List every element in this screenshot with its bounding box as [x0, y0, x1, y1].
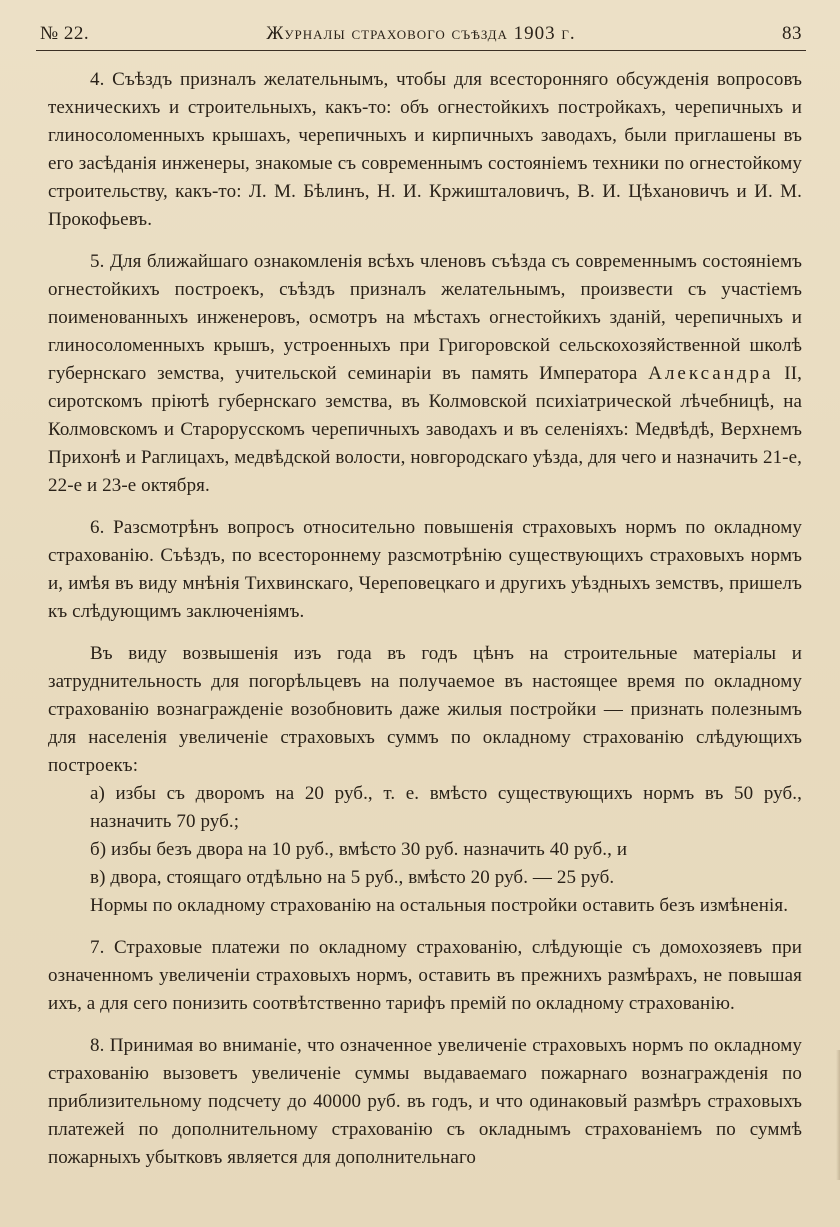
paragraph-gap	[48, 500, 802, 514]
list-item-v: в) двора, стоящаго отдѣльно на 5 руб., вмѣсто 20 руб. — 25 руб.	[90, 867, 615, 888]
paragraph-5-text-b: II, сиротскомъ пріютѣ губернскаго земства, въ Колмовской психіатрической лѣчебницѣ, на Колмовскомъ и Старорусскомъ черепичныхъ заводахъ и въ селеніяхъ: Медвѣдѣ, Верхнемъ Прихонѣ и Раглицахъ, медвѣдской волости, новгородскаго уѣзда, для чего и назначить 21-е, 22-е и 23-е октября.	[48, 363, 802, 496]
paragraph-gap	[48, 626, 802, 640]
paragraph-4: 4. Съѣздъ призналъ желательнымъ, чтобы для всесторонняго обсужденія вопросовъ техническихъ и строительныхъ, какъ-то: объ огнестойкихъ постройкахъ, черепичныхъ и глиносоломенныхъ крышахъ, черепичныхъ и кирпичныхъ заводахъ, были приглашены въ его засѣданія инженеры, знакомые съ современнымъ состояніемъ техники по огнестойкому строительству, какъ-то: Л. М. Бѣлинъ, Н. И. Кржишталовичъ, В. И. Цѣхановичъ и И. М. Прокофьевъ.	[48, 69, 802, 230]
paragraph-8: 8. Принимая во вниманіе, что означенное увеличеніе страховыхъ нормъ по окладному страхованію вызоветъ увеличеніе суммы выдаваемаго пожарнаго вознагражденія по приблизительному подсчету до 40000 руб. въ годъ, и что одинаковый размѣръ страховыхъ платежей по дополнительному страхованію съ окладнымъ страхованіемъ по суммѣ пожарныхъ убытковъ является для дополнительнаго	[48, 1035, 802, 1168]
paragraph-gap	[48, 1018, 802, 1032]
list-item-a: а) избы съ дворомъ на 20 руб., т. е. вмѣсто существующихъ нормъ въ 50 руб., назначить 70 руб.;	[90, 783, 802, 832]
norms-note: Нормы по окладному страхованію на остальныя постройки оставить безъ измѣненія.	[90, 895, 789, 916]
list-item-b: б) избы безъ двора на 10 руб., вмѣсто 30 руб. назначить 40 руб., и	[90, 839, 628, 860]
paragraph-6-continuation: Въ виду возвышенія изъ года въ годъ цѣнъ на строительные матеріалы и затруднительность для погорѣльцевъ на получаемое въ настоящее время по окладному страхованію вознагражденіе возобновить даже жилыя постройки — признать полезнымъ для населенія увеличеніе страховыхъ суммъ по окладному страхованію слѣдующихъ построекъ:	[48, 643, 802, 776]
paragraph-6: 6. Разсмотрѣнъ вопросъ относительно повышенія страховыхъ нормъ по окладному страхованію. Съѣздъ, по всестороннему разсмотрѣнію существующихъ страховыхъ нормъ и, имѣя въ виду мнѣнія Тихвинскаго, Череповецкаго и другихъ уѣздныхъ земствъ, пришелъ къ слѣдующимъ заключеніямъ.	[48, 517, 802, 622]
page-edge-shadow	[836, 1050, 840, 1180]
page-body	[48, 66, 802, 1172]
journal-number: № 22.	[40, 23, 90, 44]
paragraph-7: 7. Страховые платежи по окладному страхованію, слѣдующіе съ домохозяевъ при означенномъ увеличеніи страховыхъ нормъ, оставить въ прежнихъ размѣрахъ, не повышая ихъ, а для сего понизить соотвѣтственно тарифъ премій по окладному страхованію.	[48, 937, 802, 1014]
paragraph-gap	[48, 920, 802, 934]
page-number: 83	[782, 23, 802, 44]
paragraph-gap	[48, 234, 802, 248]
running-header	[40, 22, 802, 50]
header-rule	[36, 50, 806, 51]
paragraph-5-text-a: 5. Для ближайшаго ознакомленія всѣхъ членовъ съѣзда съ современнымъ состояніемъ огнестойкихъ построекъ, съѣздъ призналъ желательнымъ, произвести съ участіемъ поименованныхъ инженеровъ, осмотръ на мѣстахъ огнестойкихъ зданій, черепичныхъ и глиносоломенныхъ крышъ, устроенныхъ при Григоровской сельскохозяйственной школѣ губернскаго земства, учительской семинаріи въ память Императора	[48, 251, 802, 384]
emperor-name: Александра	[648, 363, 774, 384]
running-title: Журналы страхового съѣзда 1903 г.	[266, 23, 576, 44]
paragraph-5	[48, 248, 802, 500]
